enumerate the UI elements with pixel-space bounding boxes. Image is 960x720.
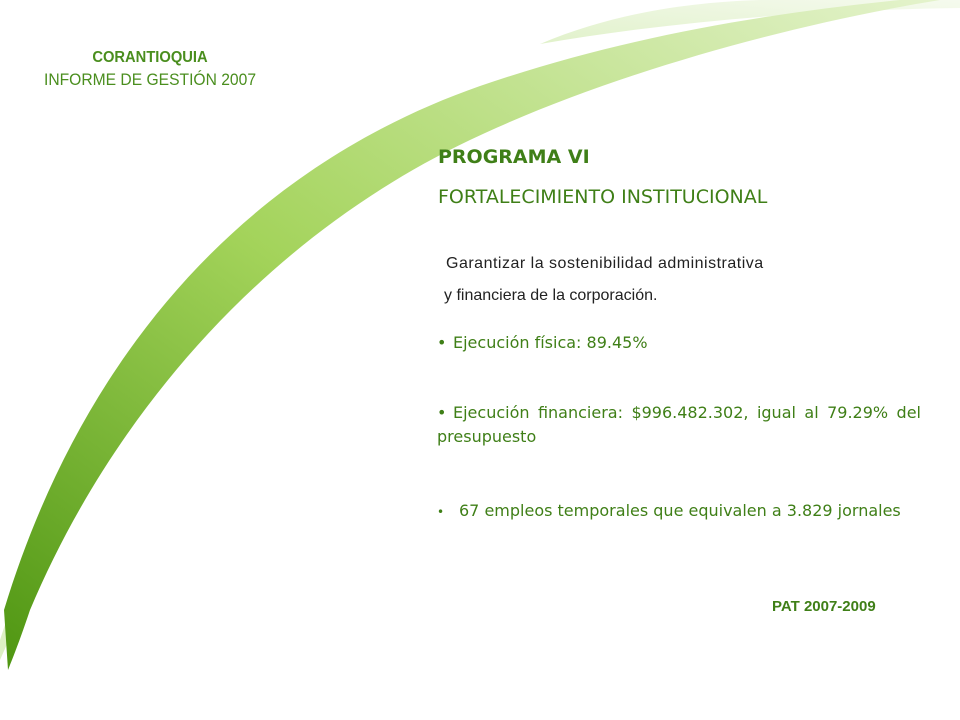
plan-period: PAT 2007-2009 bbox=[772, 598, 876, 615]
bullet-dot: • bbox=[437, 505, 445, 519]
objective-line-1: Garantizar la sostenibilidad administrativa bbox=[446, 255, 764, 272]
bullet-physical-execution bbox=[437, 331, 921, 355]
report-title: INFORME DE GESTIÓN 2007 bbox=[43, 70, 257, 89]
bullet-text: Ejecución física: 89.45% bbox=[453, 333, 648, 352]
bullet-text: 67 empleos temporales que equivalen a 3.829 jornales bbox=[459, 501, 901, 520]
program-name: FORTALECIMIENTO INSTITUCIONAL bbox=[438, 186, 768, 208]
program-number: PROGRAMA VI bbox=[438, 146, 590, 168]
program-objective bbox=[444, 248, 764, 312]
bullet-financial-execution bbox=[437, 401, 921, 449]
bullet-temporary-jobs bbox=[437, 499, 921, 524]
objective-line-2: y financiera de la corporación. bbox=[444, 287, 658, 304]
organization-name: CORANTIOQUIA bbox=[92, 49, 208, 66]
bullet-dot: • bbox=[437, 403, 447, 422]
bullet-dot: • bbox=[437, 333, 447, 352]
header bbox=[20, 48, 280, 92]
bullet-text: Ejecución financiera: $996.482.302, igual al 79.29% del presupuesto bbox=[437, 403, 921, 446]
